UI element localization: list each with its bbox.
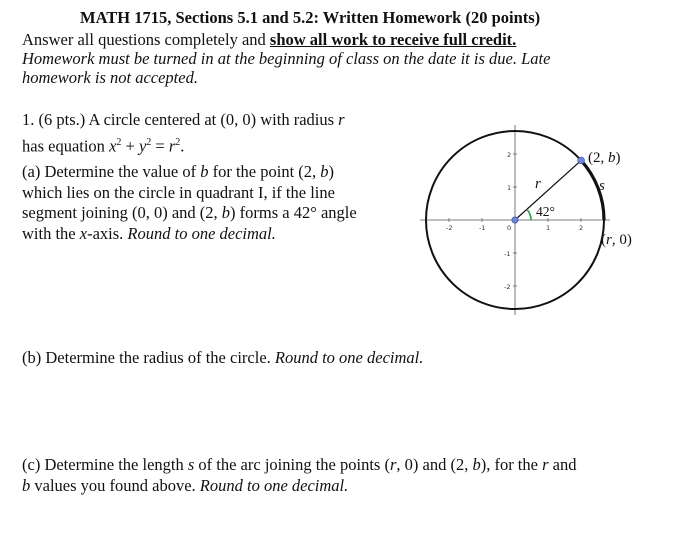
- x-tick-label: 1: [546, 224, 551, 232]
- policy-line-2: homework is not accepted.: [22, 68, 198, 87]
- var-r: r: [389, 455, 397, 474]
- part-a-text: for the point (2,: [208, 162, 321, 181]
- x-tick-label: 2: [579, 224, 584, 232]
- circle-figure: [415, 120, 675, 350]
- part-b: [22, 348, 423, 369]
- eq-y: y: [138, 136, 147, 156]
- part-c-text: ), for the: [480, 455, 543, 474]
- arc-label-s: s: [599, 178, 605, 194]
- angle-marker: [527, 209, 531, 220]
- eq-r: r: [168, 136, 176, 156]
- policy-line-1: Homework must be turned in at the beginning of class on the date it is due. Late: [22, 49, 551, 68]
- round-instruction: Round to one decimal.: [199, 475, 349, 495]
- eq-exp-x: 2: [116, 137, 122, 148]
- x-tick-label: -2: [446, 224, 453, 232]
- angle-label: 42°: [536, 204, 555, 219]
- radius-variable: r: [338, 110, 345, 129]
- part-a-text: ): [328, 162, 335, 181]
- point-r-0-label: (r, 0): [601, 232, 632, 248]
- has-equation-text: has equation: [22, 136, 110, 156]
- eq-end: .: [180, 136, 185, 156]
- part-a-text: with the: [22, 223, 80, 243]
- eq-equals: =: [151, 136, 169, 156]
- radius-label-r: r: [535, 176, 541, 192]
- var-b: b: [22, 475, 31, 495]
- var-b: b: [200, 162, 209, 181]
- x-tick-label: 0: [507, 224, 512, 232]
- part-a-line-4: [22, 224, 357, 245]
- part-a-text: (a) Determine the value of: [22, 162, 201, 181]
- var-s: s: [187, 455, 195, 474]
- eq-exp-r: 2: [175, 137, 181, 148]
- part-b-text: (b) Determine the radius of the circle.: [22, 348, 275, 367]
- part-c-text: , 0) and (2,: [396, 455, 473, 474]
- x-tick-label: -1: [479, 224, 486, 232]
- part-c-text: of the arc joining the points (: [194, 455, 390, 474]
- part-c-text: values you found above.: [30, 475, 200, 495]
- part-c-text: (c) Determine the length: [22, 455, 188, 474]
- problem-1-statement: [22, 110, 345, 131]
- part-a-line-3: [22, 203, 357, 224]
- part-c: [22, 455, 576, 496]
- part-c-line-1: [22, 455, 576, 476]
- var-b: b: [320, 162, 329, 181]
- instruction-emphasis: show all work to receive full credit.: [269, 30, 517, 49]
- eq-exp-y: 2: [146, 137, 152, 148]
- part-a-line-2: which lies on the circle in quadrant I, if the line: [22, 182, 335, 202]
- round-instruction: Round to one decimal.: [127, 223, 276, 243]
- point-2-b: [578, 157, 585, 164]
- part-c-line-2: [22, 476, 576, 497]
- instruction-text: Answer all questions completely and: [22, 30, 270, 49]
- var-b: b: [472, 455, 481, 474]
- part-a-line-1: [22, 162, 357, 183]
- page-title: MATH 1715, Sections 5.1 and 5.2: Written Homework (20 points): [80, 8, 541, 27]
- origin-point: [512, 217, 518, 223]
- var-x: x: [79, 223, 88, 243]
- var-r: r: [542, 455, 549, 474]
- eq-x: x: [109, 136, 117, 156]
- round-instruction: Round to one decimal.: [274, 348, 424, 367]
- y-tick-label: -1: [504, 250, 511, 258]
- part-a: [22, 162, 357, 244]
- part-a-text: -axis.: [87, 223, 128, 243]
- point-2-b-label: (2, b): [588, 150, 621, 166]
- y-tick-label: 1: [507, 184, 512, 192]
- circle-equation-line: [22, 133, 184, 157]
- y-tick-label: -2: [504, 283, 511, 291]
- eq-plus: +: [121, 136, 139, 156]
- part-c-text: and: [548, 455, 577, 474]
- instruction-line: [22, 30, 516, 50]
- part-a-text: ) forms a 42° angle: [230, 203, 357, 222]
- y-tick-label: 2: [507, 151, 512, 159]
- var-b: b: [221, 203, 231, 222]
- problem-1-number: 1. (6 pts.) A circle centered at (0, 0) with radius: [22, 110, 339, 129]
- part-a-text: segment joining (0, 0) and (2,: [22, 203, 222, 222]
